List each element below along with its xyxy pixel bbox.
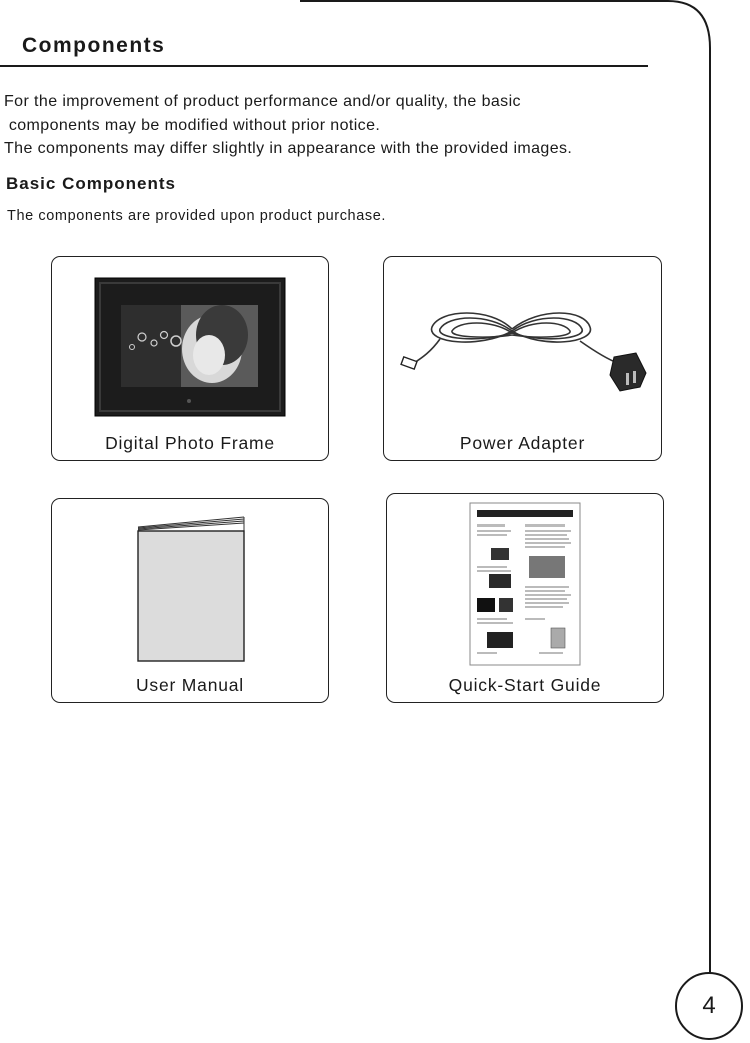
- component-card-quick-start-guide: [386, 493, 664, 703]
- user-manual-icon: [136, 515, 248, 663]
- digital-photo-frame-icon: [94, 277, 286, 419]
- intro-paragraph: [4, 90, 572, 161]
- intro-line: The components may differ slightly in appearance with the provided images.: [4, 140, 573, 157]
- component-label: Digital Photo Frame: [105, 433, 275, 453]
- component-label: Power Adapter: [459, 433, 586, 453]
- section-title: Basic Components: [6, 174, 176, 193]
- component-card-power-adapter: [383, 256, 662, 461]
- page-number: 4: [702, 992, 716, 1019]
- component-label: User Manual: [135, 675, 244, 695]
- quick-start-guide-icon: [469, 502, 581, 666]
- power-adapter-icon: [400, 299, 650, 395]
- component-card-digital-photo-frame: [51, 256, 329, 461]
- component-card-user-manual: [51, 498, 329, 703]
- intro-line: components may be modified without prior notice.: [4, 116, 381, 134]
- component-label: Quick-Start Guide: [448, 675, 602, 695]
- section-note: The components are provided upon product purchase.: [7, 208, 387, 224]
- page-title: Components: [22, 34, 166, 57]
- title-divider: [0, 65, 648, 67]
- intro-line: For the improvement of product performance and/or quality, the basic: [4, 93, 521, 110]
